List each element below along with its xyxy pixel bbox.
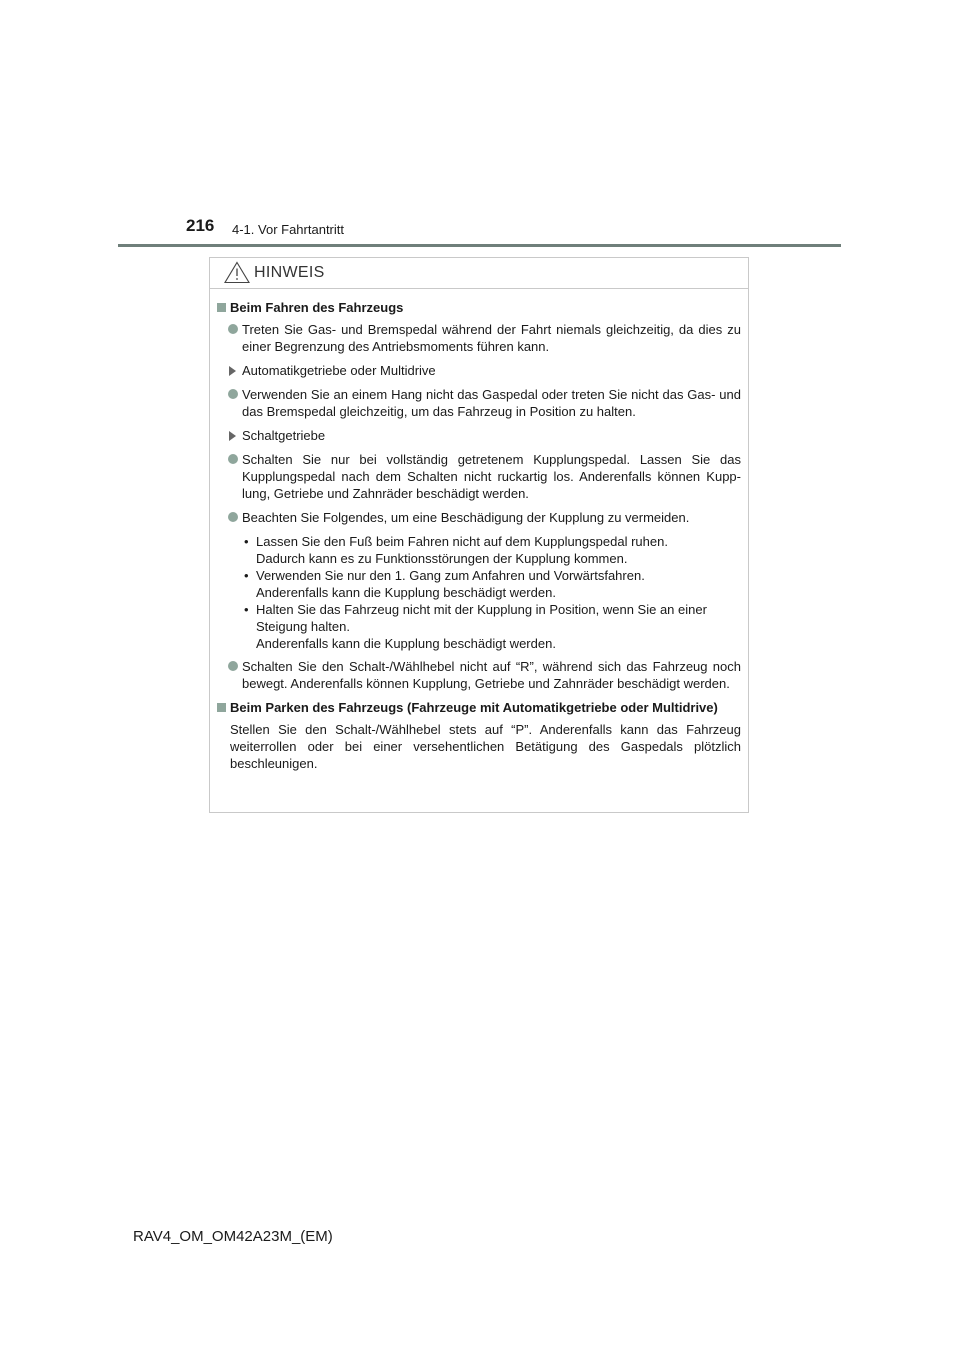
section-paragraph: Stellen Sie den Schalt-/Wählhebel stets auf “P”. Anderenfalls kann das Fahrzeug weiterrollen oder bei einer versehentlichen Betätigung des Gaspedals plötzlich beschleunigen. bbox=[230, 722, 741, 771]
section-title: 4-1. Vor Fahrtantritt bbox=[232, 222, 344, 237]
square-bullet-icon bbox=[217, 703, 226, 712]
circle-bullet-icon bbox=[228, 512, 238, 522]
header-rule bbox=[118, 244, 841, 247]
notice-box bbox=[209, 257, 749, 813]
notice-header bbox=[210, 258, 748, 289]
section-heading: Beim Fahren des Fahrzeugs bbox=[217, 299, 741, 316]
section-heading: Beim Parken des Fahrzeugs (Fahrzeuge mit Automatikgetriebe oder Multidrive) bbox=[217, 699, 741, 716]
sub-list bbox=[217, 533, 741, 652]
circle-bullet-icon bbox=[228, 454, 238, 464]
warning-triangle-icon bbox=[224, 261, 250, 289]
sub-item: • Verwenden Sie nur den 1. Gang zum Anfahren und Vorwärtsfahren. Anderenfalls kann die Kupplung beschädigt werden. bbox=[244, 568, 645, 600]
page-number: 216 bbox=[186, 216, 215, 235]
arrow-right-icon bbox=[229, 366, 236, 376]
sub-item: • Lassen Sie den Fuß beim Fahren nicht auf dem Kupplungspedal ruhen. Dadurch kann es zu Funktionsstörungen der Kupplung kommen. bbox=[244, 534, 668, 566]
arrow-item: Automatikgetriebe oder Multidrive bbox=[217, 362, 741, 379]
arrow-item: Schaltgetriebe bbox=[217, 427, 741, 444]
bullet-item: Beachten Sie Folgendes, um eine Beschädigung der Kupplung zu vermeiden. bbox=[217, 509, 741, 526]
footer-model-code: RAV4_OM_OM42A23M_(EM) bbox=[133, 1228, 333, 1245]
notice-title: HINWEIS bbox=[254, 264, 325, 281]
bullet-item: Verwenden Sie an einem Hang nicht das Gaspedal oder treten Sie nicht das Gas- und das Bremspedal gleichzeitig, um das Fahrzeug in Position zu halten. bbox=[217, 386, 741, 420]
notice-body bbox=[210, 289, 748, 772]
circle-bullet-icon bbox=[228, 389, 238, 399]
circle-bullet-icon bbox=[228, 661, 238, 671]
bullet-item: Treten Sie Gas- und Bremspedal während der Fahrt niemals gleichzeitig, da dies zu einer Begrenzung des Antriebsmoments führen kann. bbox=[217, 321, 741, 355]
square-bullet-icon bbox=[217, 303, 226, 312]
arrow-right-icon bbox=[229, 431, 236, 441]
sub-item: • Halten Sie das Fahrzeug nicht mit der Kupplung in Position, wenn Sie an einer Steigung halten. Anderenfalls kann die Kupplung beschädigt werden. bbox=[244, 602, 707, 651]
circle-bullet-icon bbox=[228, 324, 238, 334]
bullet-item: Schalten Sie nur bei vollständig getretenem Kupplungspedal. Lassen Sie das Kupplungspedal nach dem Schalten nicht ruckartig los. Anderenfalls können Kupp-lung, Getriebe und Zahnräder beschädigt werden. bbox=[217, 451, 741, 502]
bullet-item: Schalten Sie den Schalt-/Wählhebel nicht auf “R”, während sich das Fahrzeug noch bewegt. Anderenfalls können Kupplung, Getriebe und Zahnräder beschädigt werden. bbox=[217, 658, 741, 692]
